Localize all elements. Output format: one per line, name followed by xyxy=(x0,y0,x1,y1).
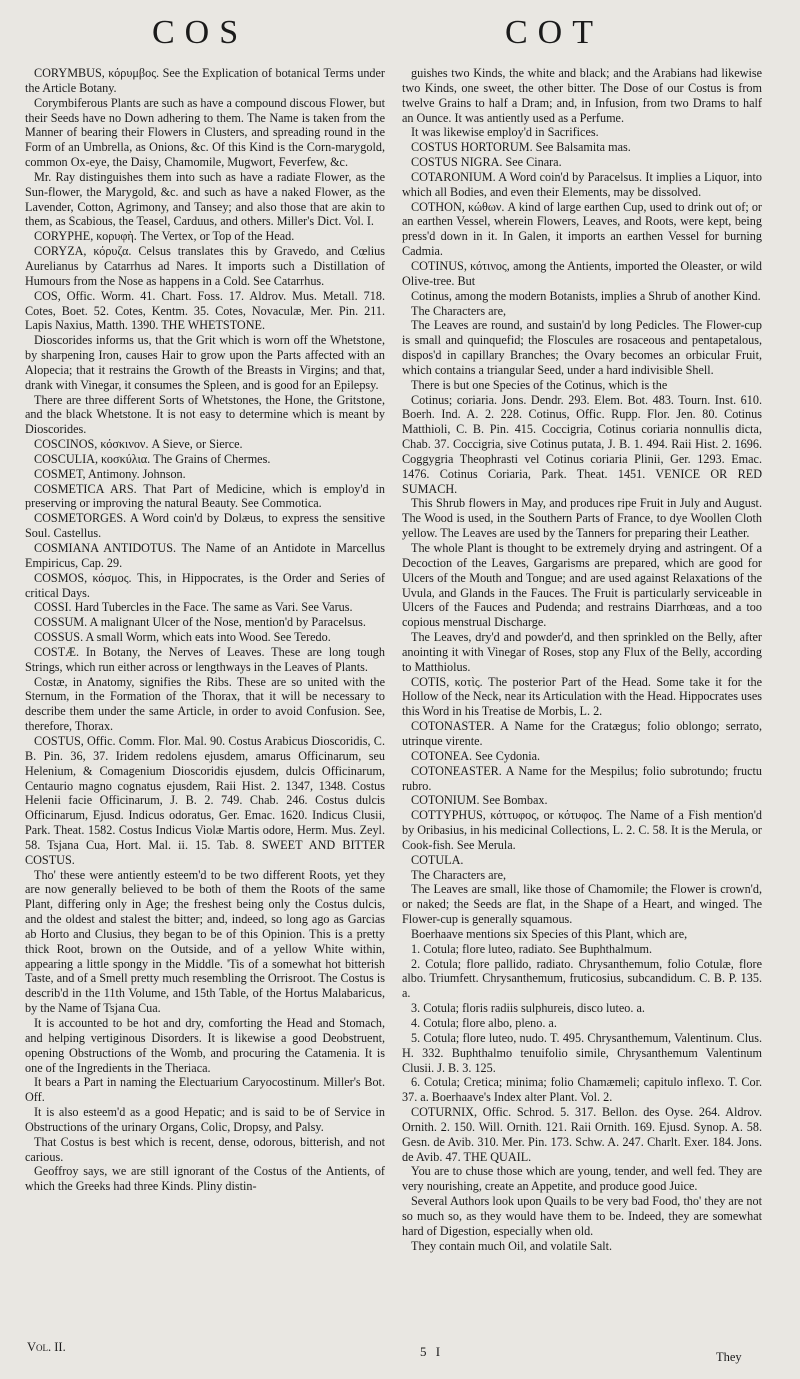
entry-paragraph: COSTÆ. In Botany, the Nerves of Leaves. These are long tough Strings, which run either across or lengthways in the Leaves of Plants. xyxy=(25,644,385,674)
catchword: They xyxy=(716,1350,742,1364)
entry-paragraph: There is but one Species of the Cotinus, which is the xyxy=(411,377,668,392)
entry-paragraph: Several Authors look upon Quails to be very bad Food, tho' they are not so much so, as they would have them to be. Indeed, they are somewhat hard of Digestion, especially when old. xyxy=(402,1194,762,1238)
entry-paragraph: The Characters are, xyxy=(411,867,507,882)
entry-paragraph: It bears a Part in naming the Electuarium Caryocostinum. Miller's Bot. Off. xyxy=(25,1075,385,1105)
entry-paragraph: COTURNIX, Offic. Schrod. 5. 317. Bellon. des Oyse. 264. Aldrov. Ornith. 2. 150. Will. Ornith. 121. Raii Ornith. 169. Ejusd. Synop. A. 58. Gesn. de Avib. 310. Mer. Pin. 173. Schw. A. 247. Charlt. Exer. 184. Jons. de Avib. 47. THE QUAIL. xyxy=(402,1105,762,1164)
entry-paragraph: COSSUS. A small Worm, which eats into Wood. See Teredo. xyxy=(34,630,331,645)
entry-paragraph: The Characters are, xyxy=(411,303,507,318)
entry-paragraph: It was likewise employ'd in Sacrifices. xyxy=(411,125,599,140)
entry-paragraph: COTULA. xyxy=(411,852,464,867)
entry-paragraph: COSMETORGES. A Word coin'd by Dolæus, to express the sensitive Soul. Castellus. xyxy=(25,511,385,541)
running-header xyxy=(0,14,800,58)
entry-paragraph: 4. Cotula; flore albo, pleno. a. xyxy=(411,1016,557,1030)
entry-paragraph: The Leaves are round, and sustain'd by long Pedicles. The Flower-cup is small and quinquefid; the Floscules are rosaceous and pentapetalous, dispos'd in capillary Branches; the Ovary becomes an orbicular Fruit, which contains a triangular Seed, under a hard indivisible Shell. xyxy=(402,318,762,377)
entry-paragraph: The whole Plant is thought to be extremely drying and astringent. Of a Decoction of the Leaves, Gargarisms are prepared, which are good for Ulcers of the Mouth and Tongue; and are used against Relaxations of the Uvula, and Glands in the Fauces. The Fruit is particularly serviceable in Ulcers of the Fauces and Pudenda; and restrains Diarrhœas, and a too copious menstrual Discharge. xyxy=(402,541,762,630)
entry-paragraph: 2. Cotula; flore pallido, radiato. Chrysanthemum, folio Cotulæ, flore albo. Triumfett. Chrysanthemum, fruticosius, subcandidum. C. B. P. 135. a. xyxy=(402,956,762,1001)
entry-paragraph: There are three different Sorts of Whetstones, the Hone, the Gritstone, and the black Whetstone. It is not easy to determine which is meant by Dioscorides. xyxy=(25,392,385,437)
entry-paragraph: Dioscorides informs us, that the Grit which is worn off the Whetstone, by sharpening Iron, causes Hair to grow upon the Parts affected with an Alopecia; that it restrains the Growth of the Breasts in Virgins; and that, drank with Vinegar, it consumes the Spleen, and is good for an Epilepsy. xyxy=(25,333,385,392)
entry-paragraph: Corymbiferous Plants are such as have a compound discous Flower, but their Seeds have no Down adhering to them. The Name is taken from the Manner of bearing their Flowers in Clusters, and spreading round in the Form of an Umbrella, as Onions, &c. Of this Kind is the Corn-marygold, common Ox-eye, the Daisy, Chamomile, Mugwort, Feverfew, &c. xyxy=(25,95,385,170)
entry-paragraph: COS, Offic. Worm. 41. Chart. Foss. 17. Aldrov. Mus. Metall. 718. Cotes, Boet. 52. Cotes, Kentm. 35. Cotes, Novaculæ, Mer. Pin. 211. Lapis Naxius, Matth. 1390. THE WHETSTONE. xyxy=(25,288,385,333)
entry-paragraph: 3. Cotula; floris radiis sulphureis, disco luteo. a. xyxy=(411,1001,645,1016)
entry-paragraph: COSCINOS, κόσκινον. A Sieve, or Sierce. xyxy=(34,437,243,452)
entry-paragraph: COSMIANA ANTIDOTUS. The Name of an Antidote in Marcellus Empiricus, Cap. 29. xyxy=(25,541,385,570)
entry-paragraph: COTONASTER. A Name for the Cratægus; folio oblongo; serrato, utrinque virente. xyxy=(402,719,762,748)
entry-paragraph: CORYMBUS, κόρυμβος. See the Explication of botanical Terms under the Article Botany. xyxy=(25,66,385,95)
entry-paragraph: COTINUS, κότινος, among the Antients, imported the Oleaster, or wild Olive-tree. But xyxy=(402,258,762,288)
entry-paragraph: The Leaves are small, like those of Chamomile; the Flower is crown'd, or naked; the Seeds are flat, in the Shape of a Heart, and winged. The Flower-cup is generally squamous. xyxy=(402,882,762,927)
entry-paragraph: COSMETICA ARS. That Part of Medicine, which is employ'd in preserving or improving the natural Beauty. See Commotica. xyxy=(25,481,385,511)
entry-paragraph: COTONEASTER. A Name for the Mespilus; folio subrotundo; fructu rubro. xyxy=(402,763,762,793)
entry-paragraph: It is also esteem'd as a good Hepatic; and is said to be of Service in Obstructions of the urinary Organs, Colic, Dropsy, and Palsy. xyxy=(25,1105,385,1134)
entry-paragraph: Geoffroy says, we are still ignorant of the Costus of the Antients, of which the Greeks had three Kinds. Pliny distin- xyxy=(25,1164,385,1194)
entry-paragraph: guishes two Kinds, the white and black; and the Arabians had likewise two Kinds, one sweet, the other bitter. The Dose of our Costus is from twelve Grains to half a Dram; and, in Infusion, from two Drams to half an Ounce. It was antiently used as a Perfume. xyxy=(402,66,762,125)
right-column xyxy=(402,66,762,1254)
entry-paragraph: Tho' these were antiently esteem'd to be two different Roots, yet they are now generally believed to be both of them the Roots of the same Plant, differing only in Age; the freshest being only the Costus dulcis, and the oldest and stalest the bitter; and, indeed, so long ago as Garcias ab Horto and Clusius, they began to be of this Opinion. This is a pretty thick Root, brown on the Outside, and of a yellow White within, appearing a little spongy in the Middle. 'Tis of a somewhat hot bitterish Taste, and of a Smell pretty much resembling the Orrisroot. The Costus is describ'd in the 11th Volume, and 15th Table, of the Hortus Malabaricus, by the Name of Tsjana Cua. xyxy=(25,867,385,1016)
entry-paragraph: COSTUS HORTORUM. See Balsamita mas. xyxy=(411,140,631,155)
entry-paragraph: That Costus is best which is recent, dense, odorous, bitterish, and not carious. xyxy=(25,1134,385,1164)
entry-paragraph: CORYPHE, κορυφὴ. The Vertex, or Top of the Head. xyxy=(34,229,295,244)
volume-label: Vol. II. xyxy=(27,1340,66,1354)
entry-paragraph: Costæ, in Anatomy, signifies the Ribs. These are so united with the Sternum, in the Formation of the Thorax, that it will be necessary to describe them under the same Article, in order to avoid Confusion. See, therefore, Thorax. xyxy=(25,674,385,734)
entry-paragraph: COTONIUM. See Bombax. xyxy=(411,793,548,808)
entry-paragraph: They contain much Oil, and volatile Salt. xyxy=(411,1238,613,1253)
entry-paragraph: COSTUS NIGRA. See Cinara. xyxy=(411,155,562,170)
entry-paragraph: 1. Cotula; flore luteo, radiato. See Buphthalmum. xyxy=(411,941,652,956)
page-number: 5 I xyxy=(420,1344,444,1359)
entry-paragraph: COSSUM. A malignant Ulcer of the Nose, mention'd by Paracelsus. xyxy=(34,615,366,630)
entry-paragraph: COSMOS, κόσμος. This, in Hippocrates, is the Order and Series of critical Days. xyxy=(25,570,385,600)
entry-paragraph: COSMET, Antimony. Johnson. xyxy=(34,466,186,481)
entry-paragraph: Cotinus; coriaria. Jons. Dendr. 293. Elem. Bot. 483. Tourn. Inst. 610. Boerh. Ind. A. 2. 228. Cotinus, Offic. Rupp. Flor. Jen. 80. Cotinus Matthioli, C. B. Pin. 415. Coccigria, Cotinus coriaria nonnullis dicta, Chab. 37. Coccigria, sive Cotinus putata, J. B. 1. 494. Raii Hist. 2. 1696. Coggygria Theophrasti vel Cotinus coriaria Plinii, Ger. 1293. Emac. 1476. Cotinus Coriaria, Park. Theat. 1451. VENICE OR RED SUMACH. xyxy=(402,392,762,496)
entry-paragraph: COTONEA. See Cydonia. xyxy=(411,748,541,763)
entry-paragraph: 5. Cotula; flore luteo, nudo. T. 495. Chrysanthemum, Valentinum. Clus. H. 332. Buphthalmo tenuifolio simile, Chrysanthemum Valentinum Clusii. J. B. 3. 125. xyxy=(402,1030,762,1075)
entry-paragraph: Cotinus, among the modern Botanists, implies a Shrub of another Kind. xyxy=(411,288,761,303)
entry-paragraph: COTIS, κοτὶς. The posterior Part of the Head. Some take it for the Hollow of the Neck, near its Articulation with the Head. Hippocrates uses this Word in his Treatise de Morbis, L. 2. xyxy=(402,674,762,719)
entry-paragraph: You are to chuse those which are young, tender, and well fed. They are very nourishing, create an Appetite, and produce good Juice. xyxy=(402,1164,762,1194)
entry-paragraph: COSTUS, Offic. Comm. Flor. Mal. 90. Costus Arabicus Dioscoridis, C. B. Pin. 36, 37. Iridem redolens ejusdem, amarus Officinarum, seu Helenium, & Comagenium Dioscoridis ejusdem, dulcis Officinarum, Centaurio magno cognatus ejusdem, Raii Hist. 2. 1347, 1348. Costus Helenii facie Officinarum, J. B. 2. 749. Chab. 246. Costus dulcis Officinarum, Ejusd. Indicus odoratus, Ger. Emac. 1620. Indicus Clusii, Park. Theat. 1582. Costus Indicus Violæ Martis odore, Herm. Mus. Zeyl. 58. Tsjana Cua, Hort. Mal. ii. 15. Tab. 8. SWEET AND BITTER COSTUS. xyxy=(25,733,385,867)
entry-paragraph: This Shrub flowers in May, and produces ripe Fruit in July and August. The Wood is used, in the Southern Parts of France, to dye Woollen Cloth yellow. The Leaves are used by the Tanners for preparing their Leather. xyxy=(402,496,762,541)
entry-paragraph: COTTYPHUS, κόττυφος, or κότυφος. The Name of a Fish mention'd by Oribasius, in his medicinal Collections, L. 2. C. 58. It is the Merula, or Cook-fish. See Merula. xyxy=(402,808,762,852)
left-column xyxy=(25,66,385,1194)
entry-paragraph: COSSI. Hard Tubercles in the Face. The same as Vari. See Varus. xyxy=(34,600,353,615)
entry-paragraph: The Leaves, dry'd and powder'd, and then sprinkled on the Belly, after anointing it with Vinegar of Roses, stop any Flux of the Belly, according to Matthiolus. xyxy=(402,630,762,674)
entry-paragraph: COTHON, κώθων. A kind of large earthen Cup, used to drink out of; or an earthen Vessel, wherein Flowers, Leaves, and Roots, were kept, being press'd down in it. In Galen, it imports an earthen Vessel for burning Cadmia. xyxy=(402,199,762,259)
header-left-word: COS xyxy=(152,14,249,51)
entry-paragraph: It is accounted to be hot and dry, comforting the Head and Stomach, and helping vertiginous Disorders. It is likewise a good Deobstruent, opening Obstructions of the Womb, and procuring the Catamenia. It is one of the Ingredients in the Theriaca. xyxy=(25,1016,385,1075)
entry-paragraph: 6. Cotula; Cretica; minima; folio Chamæmeli; capitulo inflexo. T. Cor. 37. a. Boerhaave's Index alter Plant. Vol. 2. xyxy=(402,1075,762,1105)
entry-paragraph: COTARONIUM. A Word coin'd by Paracelsus. It implies a Liquor, into which all Bodies, and even their Elements, may be dissolved. xyxy=(402,169,762,199)
entry-paragraph: COSCULIA, κοσκύλια. The Grains of Chermes. xyxy=(34,451,271,466)
entry-paragraph: Mr. Ray distinguishes them into such as have a radiate Flower, as the Sun-flower, the Marygold, &c. and such as have a naked Flower, as the Lavender, Cotton, Agrimony, and Tansey; and also those that are akin to them, as Scabious, the Teasel, Carduus, and others. Miller's Dict. Vol. I. xyxy=(25,169,385,229)
entry-paragraph: Boerhaave mentions six Species of this Plant, which are, xyxy=(411,926,688,941)
header-right-word: COT xyxy=(505,14,603,51)
entry-paragraph: CORYZA, κόρυζα. Celsus translates this by Gravedo, and Cœlius Aurelianus by Catarrhus ad Nares. It imports such a Distillation of Humours from the Nose as happens in a Cold. See Catarrhus. xyxy=(25,244,385,288)
